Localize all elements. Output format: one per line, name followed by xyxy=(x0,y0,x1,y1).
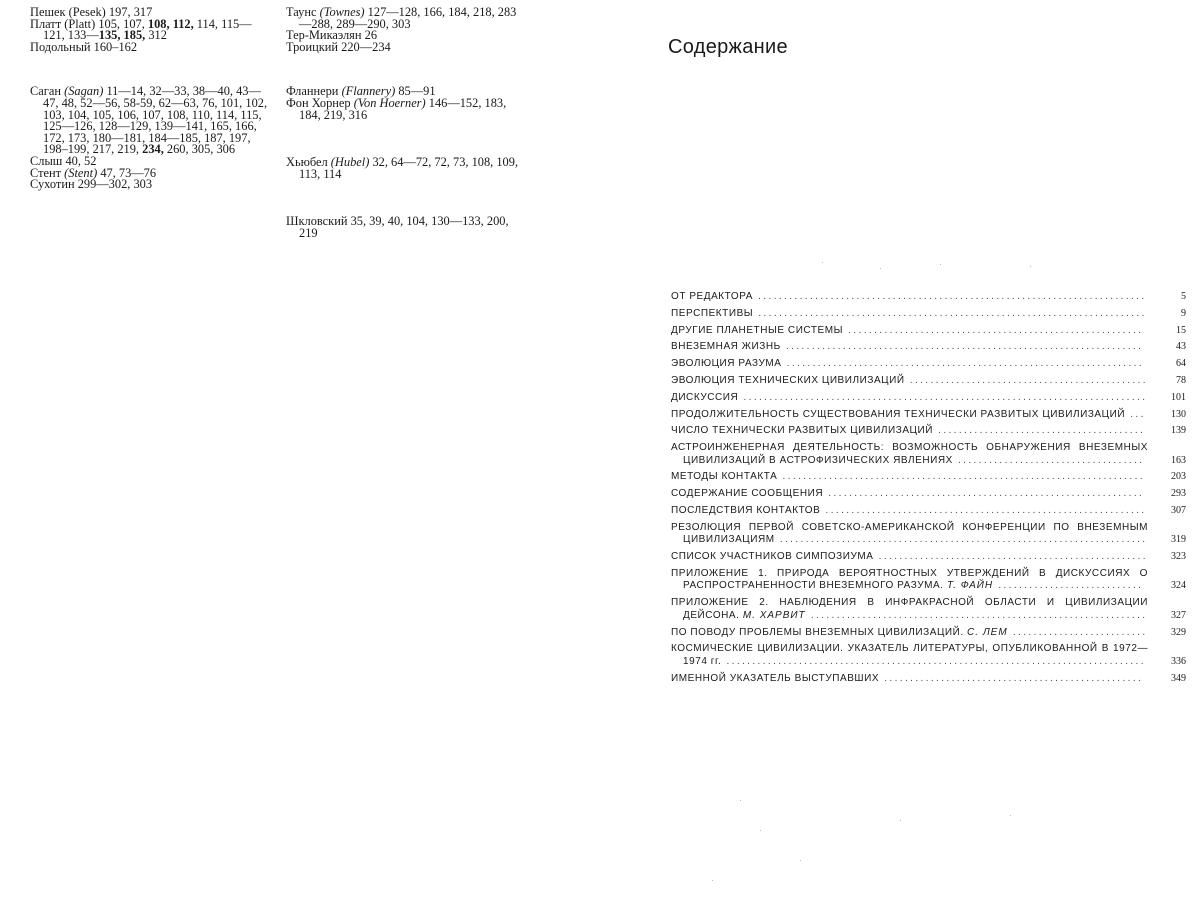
entry-name: Стент xyxy=(30,165,62,180)
toc-entry-text xyxy=(671,488,1148,501)
toc-entry-page: 327 xyxy=(1171,609,1186,621)
print-speck xyxy=(880,268,881,269)
toc-entry-title: ПОСЛЕДСТВИЯ КОНТАКТОВ xyxy=(671,505,821,517)
toc-entry-page: 9 xyxy=(1181,307,1186,319)
toc-entry-title: ПРИЛОЖЕНИЕ 2. НАБЛЮДЕНИЯ В ИНФРАКРАСНОЙ ОБЛАСТИ И ЦИВИЛИЗАЦИИ ДЕЙСОНА. xyxy=(671,597,1148,621)
toc-leader-dots: ... xyxy=(1125,408,1146,420)
toc-entry-page: 130 xyxy=(1171,408,1186,420)
entry-name: Слыш xyxy=(30,153,63,168)
toc-entry-title: ПО ПОВОДУ ПРОБЛЕМЫ ВНЕЗЕМНЫХ ЦИВИЛИЗАЦИЙ. xyxy=(671,626,964,638)
entry-name: Троицкий xyxy=(286,39,339,54)
entry-name: Шкловский xyxy=(286,214,348,229)
toc-entry xyxy=(671,409,1186,422)
entry-name: Тер-Микаэлян xyxy=(286,28,362,43)
toc-entry-page: 5 xyxy=(1181,291,1186,302)
toc-entry xyxy=(671,291,1186,304)
toc-entry-page: 336 xyxy=(1171,655,1186,667)
toc-entry-page: 349 xyxy=(1171,672,1186,684)
print-speck xyxy=(822,262,823,263)
entry-latin: (Stent) xyxy=(64,165,98,180)
toc-leader-dots: ................................................................. xyxy=(805,609,1148,621)
toc-entry xyxy=(671,358,1186,371)
toc-leader-dots: ............................ xyxy=(993,580,1144,592)
toc-leader-dots: .............................................................................. xyxy=(738,391,1148,403)
entry-pages: 146—152, 183, 184, 219, 316 xyxy=(299,95,507,122)
toc-entry-text xyxy=(671,568,1148,593)
print-speck xyxy=(800,860,801,861)
entry-pages-bold: 108, 112, xyxy=(147,16,194,31)
toc-entry-page: 64 xyxy=(1176,358,1186,370)
entry-latin: (Pesek) xyxy=(68,5,106,19)
toc-leader-dots: ......................................................... xyxy=(843,324,1144,336)
toc-entry xyxy=(671,471,1186,484)
toc-entry-text xyxy=(671,325,1148,338)
toc-leader-dots: .......................... xyxy=(1007,626,1148,638)
toc-entry xyxy=(671,488,1186,501)
entry-pages: 105, 107, xyxy=(98,16,148,31)
entry-pages-bold: 135, 185, xyxy=(98,28,146,43)
toc-entry-title: СОДЕРЖАНИЕ СООБЩЕНИЯ xyxy=(671,488,824,500)
print-speck xyxy=(940,264,941,265)
toc-leader-dots: ........................................ xyxy=(932,425,1146,437)
entry-latin: (Sagan) xyxy=(64,84,104,99)
toc-entry-text xyxy=(671,673,1148,686)
entry-name: Платт xyxy=(30,16,62,31)
toc-entry-title: РЕЗОЛЮЦИЯ ПЕРВОЙ СОВЕТСКО-АМЕРИКАНСКОЙ КОНФЕРЕНЦИИ ПО ВНЕЗЕМНЫМ ЦИВИЛИЗАЦИЯМ xyxy=(671,521,1148,546)
toc-entry xyxy=(671,551,1186,564)
print-speck xyxy=(712,880,713,881)
toc-entry-text xyxy=(671,442,1148,467)
toc-entry-page: 139 xyxy=(1171,425,1186,437)
index-entry-podolny xyxy=(30,39,270,54)
index-entry-townes xyxy=(286,7,526,30)
toc-entry xyxy=(671,505,1186,518)
entry-name: Фланнери xyxy=(286,84,339,99)
index-column-2 xyxy=(286,7,526,240)
toc-entry xyxy=(671,341,1186,354)
entry-name: Хьюбел xyxy=(286,155,328,170)
toc-entry xyxy=(671,627,1186,640)
print-speck xyxy=(1010,815,1011,816)
index-entry-hubel xyxy=(286,157,526,180)
toc-entry-text xyxy=(671,643,1148,668)
entry-pages: 260, 305, 306 xyxy=(163,142,236,157)
toc-entry-text xyxy=(671,425,1148,438)
toc-entry-page: 43 xyxy=(1176,341,1186,353)
toc-entry-title: ПРОДОЛЖИТЕЛЬНОСТЬ СУЩЕСТВОВАНИЯ ТЕХНИЧЕСКИ РАЗВИТЫХ ЦИВИЛИЗАЦИЙ xyxy=(671,408,1126,420)
toc-entry-text xyxy=(671,551,1148,564)
toc-entry-page: 203 xyxy=(1171,471,1186,483)
toc-leader-dots: ........................................................................... xyxy=(752,291,1147,302)
entry-name: Фон Хорнер xyxy=(286,95,351,110)
toc-leader-dots: .............................................. xyxy=(904,374,1148,386)
toc-entry-title: ВНЕЗЕМНАЯ ЖИЗНЬ xyxy=(671,341,781,353)
print-speck xyxy=(1030,266,1031,267)
toc-entry-text xyxy=(671,358,1148,371)
toc-entry xyxy=(671,308,1186,321)
toc-entry-text xyxy=(671,341,1148,354)
entry-latin: (Townes) xyxy=(319,5,365,19)
toc-entry-text xyxy=(671,505,1148,518)
toc-entry xyxy=(671,425,1186,438)
entry-pages: 40, 52 xyxy=(65,153,97,168)
table-of-contents xyxy=(671,291,1186,689)
toc-entry-text xyxy=(671,597,1148,622)
toc-entry-page: 15 xyxy=(1176,324,1186,336)
toc-entry xyxy=(671,392,1186,405)
toc-entry-title: СПИСОК УЧАСТНИКОВ СИМПОЗИУМА xyxy=(671,551,874,563)
index-entry-sagan xyxy=(30,86,270,156)
toc-entry-title: ЭВОЛЮЦИЯ РАЗУМА xyxy=(671,358,782,370)
page-title: Содержание xyxy=(668,36,788,58)
entry-latin: (Platt) xyxy=(64,16,96,31)
entry-name: Сухотин xyxy=(30,177,75,192)
toc-leader-dots: ............................................................. xyxy=(823,488,1145,500)
toc-entry-author: М. ХАРВИТ xyxy=(742,609,806,621)
toc-entry-title: ДИСКУССИЯ xyxy=(671,391,739,403)
toc-entry xyxy=(671,442,1186,467)
toc-entry-title: МЕТОДЫ КОНТАКТА xyxy=(671,471,778,483)
toc-entry-page: 163 xyxy=(1171,454,1186,466)
toc-entry-author: Т. ФАЙН xyxy=(946,580,994,592)
toc-leader-dots: ..................................................................... xyxy=(781,358,1145,370)
entry-pages-bold: 234, xyxy=(142,142,164,157)
entry-name: Пешек xyxy=(30,5,66,19)
toc-entry-page: 319 xyxy=(1171,534,1186,546)
toc-entry xyxy=(671,522,1186,547)
toc-entry-text xyxy=(671,522,1148,547)
entry-pages: 26 xyxy=(364,28,378,43)
entry-name: Подольный xyxy=(30,39,91,54)
toc-entry xyxy=(671,375,1186,388)
entry-pages: 85—91 xyxy=(398,84,436,99)
right-page-contents xyxy=(600,0,1200,923)
entry-name: Саган xyxy=(30,84,61,99)
entry-pages: 32, 64—72, 72, 73, 108, 109, 113, 114 xyxy=(299,155,519,181)
toc-entry-page: 293 xyxy=(1171,488,1186,500)
toc-entry-text xyxy=(671,375,1148,388)
toc-entry xyxy=(671,643,1186,668)
toc-entry-text xyxy=(671,471,1148,484)
toc-entry xyxy=(671,597,1186,622)
toc-entry-page: 78 xyxy=(1176,374,1186,386)
toc-leader-dots: .................................................. xyxy=(879,672,1144,684)
toc-leader-dots: ........................................................................... xyxy=(753,307,1147,319)
entry-latin: (Flannery) xyxy=(341,84,396,99)
entry-name: Таунс xyxy=(286,5,317,19)
toc-entry-title: ЭВОЛЮЦИЯ ТЕХНИЧЕСКИХ ЦИВИЛИЗАЦИЙ xyxy=(671,374,905,386)
index-entry-shklovsky xyxy=(286,216,526,239)
toc-leader-dots: ...................................................................... xyxy=(777,471,1145,483)
index-entry-troitsky xyxy=(286,39,526,54)
entry-pages: 47, 73—76 xyxy=(100,165,157,180)
toc-entry-page: 323 xyxy=(1171,551,1186,563)
entry-pages: 35, 39, 40, 104, 130—133, 200, 219 xyxy=(299,214,509,240)
index-column-1 xyxy=(30,7,270,191)
entry-pages: 160–162 xyxy=(93,39,138,54)
toc-entry-title: ДРУГИЕ ПЛАНЕТНЫЕ СИСТЕМЫ xyxy=(671,324,844,336)
toc-entry-title: ПЕРСПЕКТИВЫ xyxy=(671,307,754,319)
toc-entry-title: ЧИСЛО ТЕХНИЧЕСКИ РАЗВИТЫХ ЦИВИЛИЗАЦИЙ xyxy=(671,425,933,437)
toc-entry-text xyxy=(671,409,1148,422)
toc-leader-dots: ..................................................................... xyxy=(780,341,1144,353)
toc-entry-page: 101 xyxy=(1171,391,1186,403)
toc-entry xyxy=(671,325,1186,338)
toc-entry-text xyxy=(671,308,1148,321)
entry-pages: 197, 317 xyxy=(108,5,153,19)
entry-pages: 299—302, 303 xyxy=(77,177,153,192)
print-speck xyxy=(900,820,901,821)
toc-entry-title: ОТ РЕДАКТОРА xyxy=(671,291,753,302)
toc-entry-title: КОСМИЧЕСКИЕ ЦИВИЛИЗАЦИИ. УКАЗАТЕЛЬ ЛИТЕРАТУРЫ, ОПУБЛИКОВАННОЙ В 1972—1974 гг. xyxy=(671,643,1148,667)
toc-entry-page: 324 xyxy=(1171,580,1186,592)
toc-entry-page: 329 xyxy=(1171,626,1186,638)
entry-pages: 11—14, 32—33, 38—40, 43—47, 48, 52—56, 58-59, 62—63, 76, 101, 102, 103, 104, 105, 106, 107, 108, 110, 114, 115, 125—126, 128—129, 139—141, 165, 166, 172, 173, 180—181, 184—185, 187, 197, 198–199, 217, 219, xyxy=(43,84,268,157)
toc-leader-dots: ................................................................................. xyxy=(721,655,1146,667)
print-speck xyxy=(760,830,761,831)
toc-entry-text xyxy=(671,291,1148,304)
entry-pages: 312 xyxy=(145,28,167,43)
toc-entry-title: ПРИЛОЖЕНИЕ 1. ПРИРОДА ВЕРОЯТНОСТНЫХ УТВЕРЖДЕНИЙ В ДИСКУССИЯХ О РАСПРОСТРАНЕННОСТИ ВНЕЗЕМНОГО РАЗУМА. xyxy=(671,567,1148,592)
toc-entry-author: С. ЛЕМ xyxy=(967,626,1008,638)
index-entry-platt xyxy=(30,16,270,43)
entry-pages: 220—234 xyxy=(341,39,391,54)
entry-latin: (Von Hoerner) xyxy=(353,95,426,110)
toc-leader-dots: ....................................................................... xyxy=(774,534,1148,546)
toc-leader-dots: .................................................... xyxy=(873,551,1148,563)
toc-entry-page: 307 xyxy=(1171,505,1186,517)
toc-entry-text xyxy=(671,392,1148,405)
toc-leader-dots: .................................... xyxy=(952,454,1145,466)
toc-entry xyxy=(671,673,1186,686)
toc-entry-title: ИМЕННОЙ УКАЗАТЕЛЬ ВЫСТУПАВШИХ xyxy=(671,672,880,684)
toc-entry xyxy=(671,568,1186,593)
entry-pages: 114, 115—121, 133— xyxy=(43,16,252,43)
index-entry-sukhotin xyxy=(30,179,270,191)
entry-latin: (Hubel) xyxy=(330,155,370,170)
print-speck xyxy=(740,800,741,801)
index-entry-von-hoerner xyxy=(286,95,526,122)
toc-leader-dots: .............................................................. xyxy=(820,505,1147,517)
entry-pages: 127—128, 166, 184, 218, 283—288, 289—290, 303 xyxy=(299,5,517,31)
toc-entry-text xyxy=(671,627,1148,640)
toc-entry-title: АСТРОИНЖЕНЕРНАЯ ДЕЯТЕЛЬНОСТЬ: ВОЗМОЖНОСТЬ ОБНАРУЖЕНИЯ ВНЕЗЕМНЫХ ЦИВИЛИЗАЦИЙ В АСТРОФИЗИЧЕСКИХ ЯВЛЕНИЯХ xyxy=(671,442,1148,466)
